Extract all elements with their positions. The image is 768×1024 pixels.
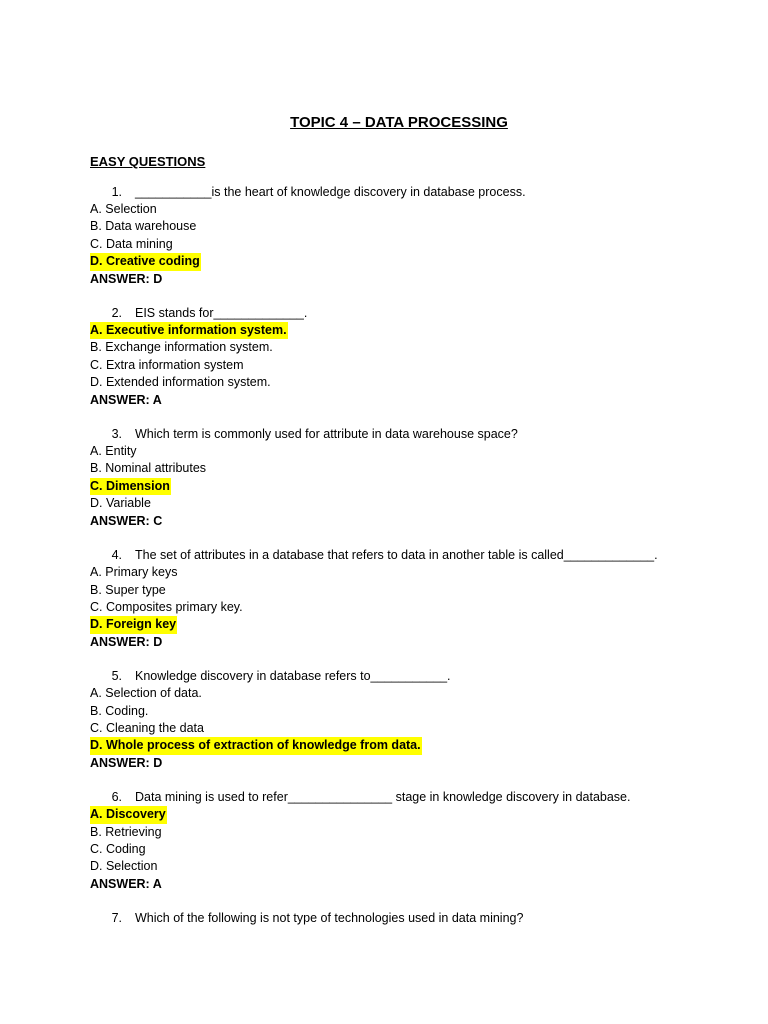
option: C. Cleaning the data xyxy=(90,720,204,735)
answer-key: ANSWER: D xyxy=(90,271,163,286)
question-number: 4. xyxy=(111,548,122,563)
option: D. Selection xyxy=(90,859,158,874)
answer-key: ANSWER: A xyxy=(90,392,162,407)
answer-key: ANSWER: D xyxy=(90,755,163,770)
highlighted-answer: C. Dimension xyxy=(90,478,171,495)
option: C. Composites primary key. xyxy=(90,599,243,614)
option-correct xyxy=(90,478,708,495)
highlighted-answer: A. Discovery xyxy=(90,806,167,823)
question-text: Knowledge discovery in database refers to___________. xyxy=(135,669,451,684)
option: B. Nominal attributes xyxy=(90,461,207,476)
question-text: Which term is commonly used for attribute in data warehouse space? xyxy=(135,427,518,442)
highlighted-answer: D. Creative coding xyxy=(90,253,201,270)
question-7 xyxy=(90,910,708,927)
option: B. Exchange information system. xyxy=(90,340,273,355)
question-5 xyxy=(90,668,708,772)
option: C. Coding xyxy=(90,841,146,856)
option: C. Data mining xyxy=(90,236,173,251)
question-number: 6. xyxy=(111,790,122,805)
option-correct xyxy=(90,737,708,754)
highlighted-answer: D. Foreign key xyxy=(90,616,177,633)
question-text: ___________is the heart of knowledge discovery in database process. xyxy=(135,185,526,199)
question-text: Which of the following is not type of technologies used in data mining? xyxy=(135,911,524,926)
option-correct xyxy=(90,616,708,633)
question-6 xyxy=(90,789,708,893)
answer-key: ANSWER: A xyxy=(90,876,162,891)
answer-key: ANSWER: D xyxy=(90,634,163,649)
option: D. Variable xyxy=(90,496,151,511)
question-text: EIS stands for_____________. xyxy=(135,306,308,321)
question-number: 2. xyxy=(111,306,122,321)
question-text: Data mining is used to refer_______________ stage in knowledge discovery in database. xyxy=(135,790,631,805)
option-correct xyxy=(90,322,708,339)
question-text: The set of attributes in a database that refers to data in another table is called_____________. xyxy=(135,548,658,563)
option-correct xyxy=(90,253,708,270)
question-list xyxy=(90,184,708,927)
highlighted-answer: D. Whole process of extraction of knowledge from data. xyxy=(90,737,422,754)
answer-key: ANSWER: C xyxy=(90,513,163,528)
option: A. Selection of data. xyxy=(90,686,202,701)
option: B. Retrieving xyxy=(90,824,162,839)
option: A. Selection xyxy=(90,202,157,216)
page-title: TOPIC 4 – DATA PROCESSING xyxy=(290,114,508,131)
option: A. Entity xyxy=(90,444,137,459)
question-3 xyxy=(90,426,708,530)
question-number: 7. xyxy=(111,911,122,926)
question-4 xyxy=(90,547,708,651)
option: D. Extended information system. xyxy=(90,375,271,390)
question-1 xyxy=(90,184,708,288)
section-heading: EASY QUESTIONS xyxy=(90,154,206,169)
question-number: 3. xyxy=(111,427,122,442)
option: A. Primary keys xyxy=(90,565,178,580)
highlighted-answer: A. Executive information system. xyxy=(90,322,288,339)
question-2 xyxy=(90,305,708,409)
question-number: 1. xyxy=(111,185,122,199)
option: B. Coding. xyxy=(90,703,149,718)
option-correct xyxy=(90,806,708,823)
option: B. Super type xyxy=(90,582,166,597)
option: B. Data warehouse xyxy=(90,219,197,234)
question-number: 5. xyxy=(111,669,122,684)
option: C. Extra information system xyxy=(90,357,244,372)
